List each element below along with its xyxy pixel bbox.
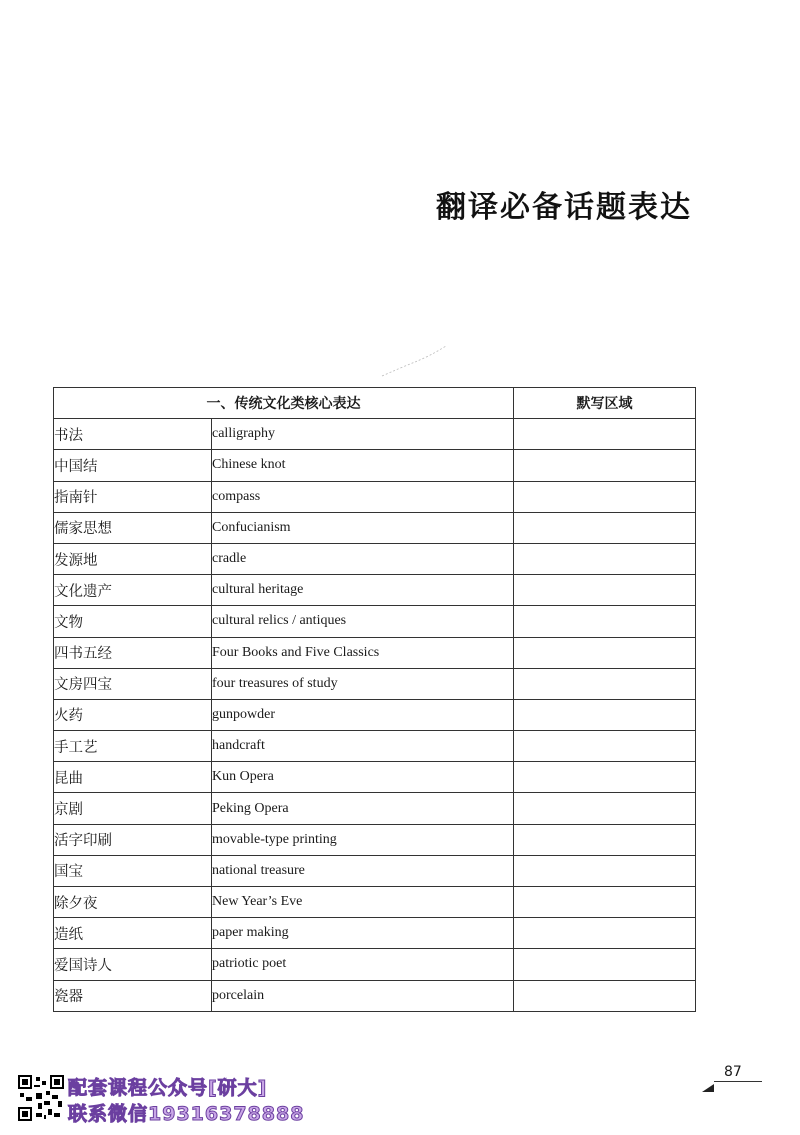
watermark-line-2: 联系微信19316378888 (68, 1103, 305, 1125)
table-header-dictation: 默写区域 (514, 388, 696, 419)
chinese-term: 火药 (54, 699, 212, 730)
dictation-cell (514, 637, 696, 668)
dictation-cell (514, 762, 696, 793)
english-expression: cradle (212, 543, 514, 574)
english-expression: Chinese knot (212, 450, 514, 481)
dictation-cell (514, 543, 696, 574)
dictation-cell (514, 419, 696, 450)
english-expression: gunpowder (212, 699, 514, 730)
table-row (54, 419, 696, 450)
chinese-term: 文房四宝 (54, 668, 212, 699)
chinese-term: 昆曲 (54, 762, 212, 793)
chinese-term: 活字印刷 (54, 824, 212, 855)
english-expression: calligraphy (212, 419, 514, 450)
chinese-term: 瓷器 (54, 980, 212, 1011)
dictation-cell (514, 481, 696, 512)
page-number: 87 (724, 1064, 742, 1080)
chinese-term: 发源地 (54, 543, 212, 574)
english-expression: paper making (212, 918, 514, 949)
table-row (54, 481, 696, 512)
table-row (54, 575, 696, 606)
english-expression: porcelain (212, 980, 514, 1011)
chinese-term: 文物 (54, 606, 212, 637)
table-row (54, 855, 696, 886)
chinese-term: 儒家思想 (54, 512, 212, 543)
dictation-cell (514, 575, 696, 606)
table-row (54, 637, 696, 668)
english-expression: Peking Opera (212, 793, 514, 824)
english-expression: four treasures of study (212, 668, 514, 699)
english-expression: handcraft (212, 731, 514, 762)
vocabulary-table (53, 387, 696, 1012)
english-expression: movable-type printing (212, 824, 514, 855)
english-expression: patriotic poet (212, 949, 514, 980)
table-row (54, 949, 696, 980)
chinese-term: 指南针 (54, 481, 212, 512)
dictation-cell (514, 450, 696, 481)
dictation-cell (514, 793, 696, 824)
dictation-cell (514, 855, 696, 886)
table-row (54, 512, 696, 543)
dictation-cell (514, 824, 696, 855)
dictation-cell (514, 606, 696, 637)
table-row (54, 793, 696, 824)
chinese-term: 爱国诗人 (54, 949, 212, 980)
chinese-term: 京剧 (54, 793, 212, 824)
watermark-line-1: 配套课程公众号[研大] (68, 1077, 268, 1099)
table-body (54, 419, 696, 1012)
chinese-term: 书法 (54, 419, 212, 450)
english-expression: compass (212, 481, 514, 512)
table-row (54, 606, 696, 637)
english-expression: cultural heritage (212, 575, 514, 606)
chinese-term: 文化遗产 (54, 575, 212, 606)
chinese-term: 除夕夜 (54, 887, 212, 918)
page-marker-icon (702, 1077, 714, 1096)
table-row (54, 668, 696, 699)
table-row (54, 543, 696, 574)
table-header-row (54, 388, 696, 419)
dictation-cell (514, 918, 696, 949)
table-row (54, 918, 696, 949)
english-expression: Four Books and Five Classics (212, 637, 514, 668)
english-expression: Kun Opera (212, 762, 514, 793)
chinese-term: 手工艺 (54, 731, 212, 762)
chinese-term: 造纸 (54, 918, 212, 949)
page-title: 翻译必备话题表达 (436, 190, 692, 225)
table-row (54, 762, 696, 793)
dictation-cell (514, 949, 696, 980)
table-row (54, 980, 696, 1011)
chinese-term: 中国结 (54, 450, 212, 481)
chinese-term: 四书五经 (54, 637, 212, 668)
table-row (54, 699, 696, 730)
page-number-rule (714, 1081, 762, 1082)
english-expression: national treasure (212, 855, 514, 886)
dictation-cell (514, 699, 696, 730)
table-row (54, 887, 696, 918)
qr-code-icon (18, 1075, 64, 1121)
english-expression: Confucianism (212, 512, 514, 543)
dictation-cell (514, 731, 696, 762)
chinese-term: 国宝 (54, 855, 212, 886)
english-expression: cultural relics / antiques (212, 606, 514, 637)
table-row (54, 450, 696, 481)
table-row (54, 824, 696, 855)
dictation-cell (514, 980, 696, 1011)
dictation-cell (514, 668, 696, 699)
dictation-cell (514, 887, 696, 918)
table-header-topic: 一、传统文化类核心表达 (54, 388, 514, 419)
decorative-scribble (380, 340, 450, 380)
dictation-cell (514, 512, 696, 543)
english-expression: New Year’s Eve (212, 887, 514, 918)
table-row (54, 731, 696, 762)
